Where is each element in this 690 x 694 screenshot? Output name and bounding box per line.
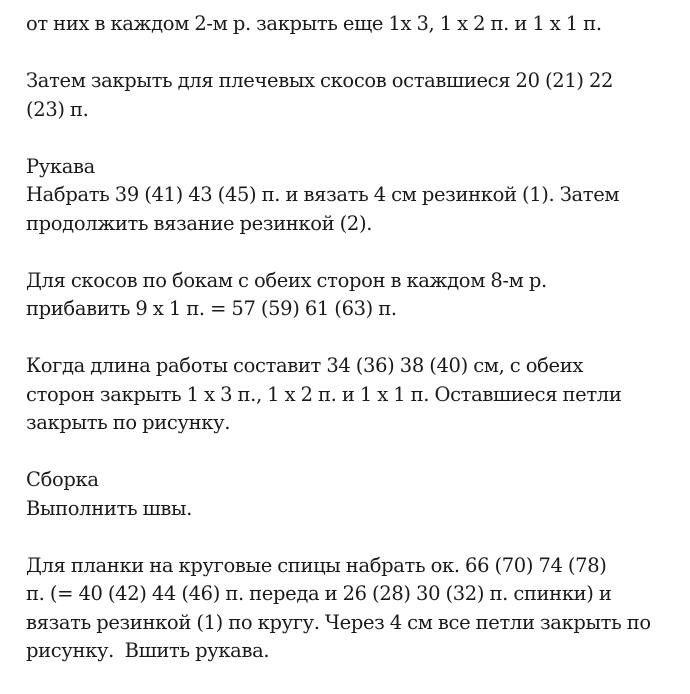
text-line: (23) п.: [26, 97, 89, 121]
text-line: сторон закрыть 1 х 3 п., 1 х 2 п. и 1 х 1 п. Оставшиеся петли: [26, 382, 622, 406]
text-line: Выполнить швы.: [26, 496, 192, 520]
text-line: Для скосов по бокам с обеих сторон в каждом 8-м р.: [26, 268, 547, 292]
paragraph-neckband: [26, 552, 676, 666]
text-line: Набрать 39 (41) 43 (45) п. и вязать 4 см резинкой (1). Затем: [26, 183, 620, 206]
text-line: Когда длина работы составит 34 (36) 38 (40) см, с обеих: [26, 354, 583, 377]
paragraph-shoulder-slopes: [26, 67, 676, 124]
text-line: вязать резинкой (1) по кругу. Через 4 см все петли закрыть по: [26, 610, 651, 634]
section-heading: Сборка: [26, 468, 99, 491]
text-line: от них в каждом 2-м р. закрыть еще 1х 3, 1 х 2 п. и 1 х 1 п.: [26, 12, 602, 35]
paragraph-side-increases: [26, 267, 676, 324]
section-sleeves: [26, 153, 676, 239]
paragraph-sleeve-cap: [26, 352, 676, 438]
section-assembly: [26, 466, 676, 523]
text-line: п. (= 40 (42) 44 (46) п. переда и 26 (28) 30 (32) п. спинки) и: [26, 582, 612, 605]
paragraph-neck-shaping: [26, 10, 676, 39]
text-line: рисунку. Вшить рукава.: [26, 639, 270, 662]
text-line: Затем закрыть для плечевых скосов оставшиеся 20 (21) 22: [26, 69, 614, 92]
text-line: закрыть по рисунку.: [26, 411, 231, 434]
text-line: Для планки на круговые спицы набрать ок. 66 (70) 74 (78): [26, 553, 607, 577]
text-line: прибавить 9 х 1 п. = 57 (59) 61 (63) п.: [26, 297, 397, 320]
document-page: [26, 10, 676, 694]
section-heading: Рукава: [26, 154, 95, 178]
text-line: продолжить вязание резинкой (2).: [26, 211, 373, 235]
